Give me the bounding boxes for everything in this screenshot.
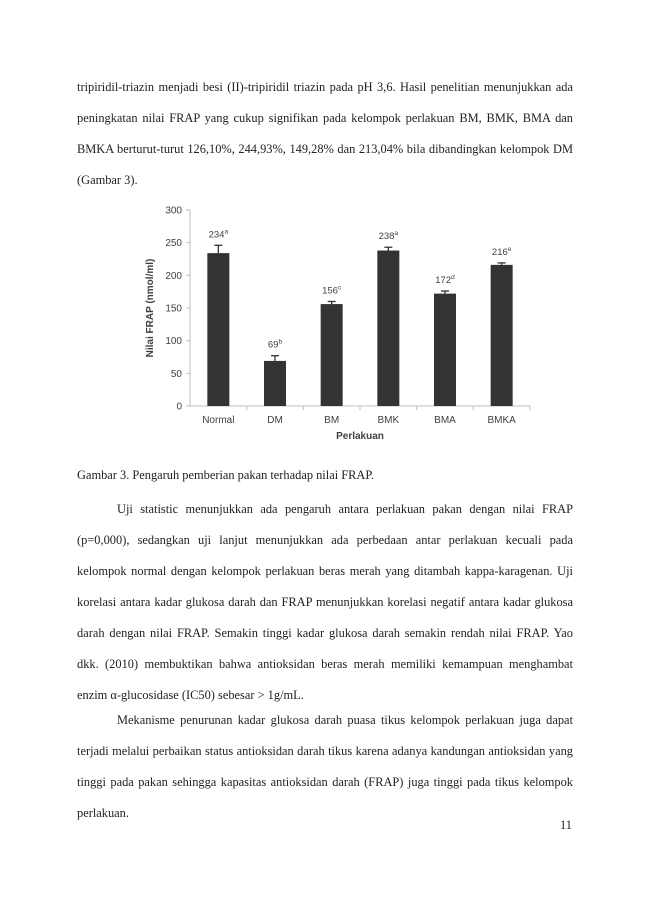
paragraph-mechanism: Mekanisme penurunan kadar glukosa darah puasa tikus kelompok perlakuan juga dapat terjadi melalui perbaikan status antioksidan darah tikus karena adanya kandungan antioksidan yang tinggi pada pakan sehingga kapasitas antioksidan darah (FRAP) juga tinggi pada tikus kelompok perlakuan. <box>77 713 573 820</box>
y-axis-title: Nilai FRAP (nmol/ml) <box>145 258 156 358</box>
y-tick-label: 100 <box>165 336 182 348</box>
y-tick-label: 150 <box>165 303 182 315</box>
data-label-normal: 234$^a$ <box>208 228 229 241</box>
figure-caption: Gambar 3. Pengaruh pemberian pakan terhadap nilai FRAP. <box>77 468 374 482</box>
bar-normal <box>207 253 229 406</box>
frap-bar-chart <box>140 198 540 450</box>
y-tick-label: 250 <box>165 238 182 250</box>
y-tick-label: 0 <box>176 401 182 413</box>
x-tick-label: BMA <box>434 415 456 426</box>
page-number: 11 <box>560 818 572 832</box>
data-label-bmk: 238$^a$ <box>378 230 399 243</box>
bar-dm <box>264 361 286 406</box>
bar-bma <box>434 294 456 406</box>
data-label-bma: 172$^d$ <box>435 274 455 287</box>
paragraph-statistics: Uji statistic menunjukkan ada pengaruh antara perlakuan pakan dengan nilai FRAP (p=0,000), sedangkan uji lanjut menunjukkan ada perbedaan antar perlakuan kecuali pada kelompok normal dengan kelompok perlakuan beras merah yang ditambah kappa-karagenan. Uji korelasi antara kadar glukosa darah dan FRAP menunjukkan korelasi negatif antara kadar glukosa darah dengan nilai FRAP. Semakin tinggi kadar glukosa darah semakin rendah nilai FRAP. Yao dkk. (2010) membuktikan bahwa antioksidan beras merah memiliki kemampuan menghambat enzim α-glucosidase (IC50) sebesar > 1g/mL. <box>77 502 573 702</box>
x-tick-label: Normal <box>202 415 235 426</box>
x-tick-label: DM <box>267 415 283 426</box>
paragraph-intro: tripiridil-triazin menjadi besi (II)-tripiridil triazin pada pH 3,6. Hasil penelitian menunjukkan ada peningkatan nilai FRAP yang cukup signifikan pada kelompok perlakuan BM, BMK, BMA dan BMKA berturut-turut 126,10%, 244,93%, 149,28% dan 213,04% bila dibandingkan kelompok DM (Gambar 3). <box>77 80 573 187</box>
x-tick-label: BM <box>324 415 340 426</box>
data-label-bmka: 216e <box>491 245 512 258</box>
data-label-dm: 69$^b$ <box>267 338 283 351</box>
data-label-bm: 156$^c$ <box>322 284 342 297</box>
y-tick-label: 50 <box>170 368 182 380</box>
bar-bmk <box>377 251 399 406</box>
x-tick-label: BMK <box>377 415 400 426</box>
y-tick-label: 200 <box>165 270 182 282</box>
x-tick-label: BMKA <box>487 415 516 426</box>
bar-bmka <box>491 265 513 406</box>
x-axis-title: Perlakuan <box>336 431 384 442</box>
bar-bm <box>321 304 343 406</box>
y-tick-label: 300 <box>165 205 182 217</box>
